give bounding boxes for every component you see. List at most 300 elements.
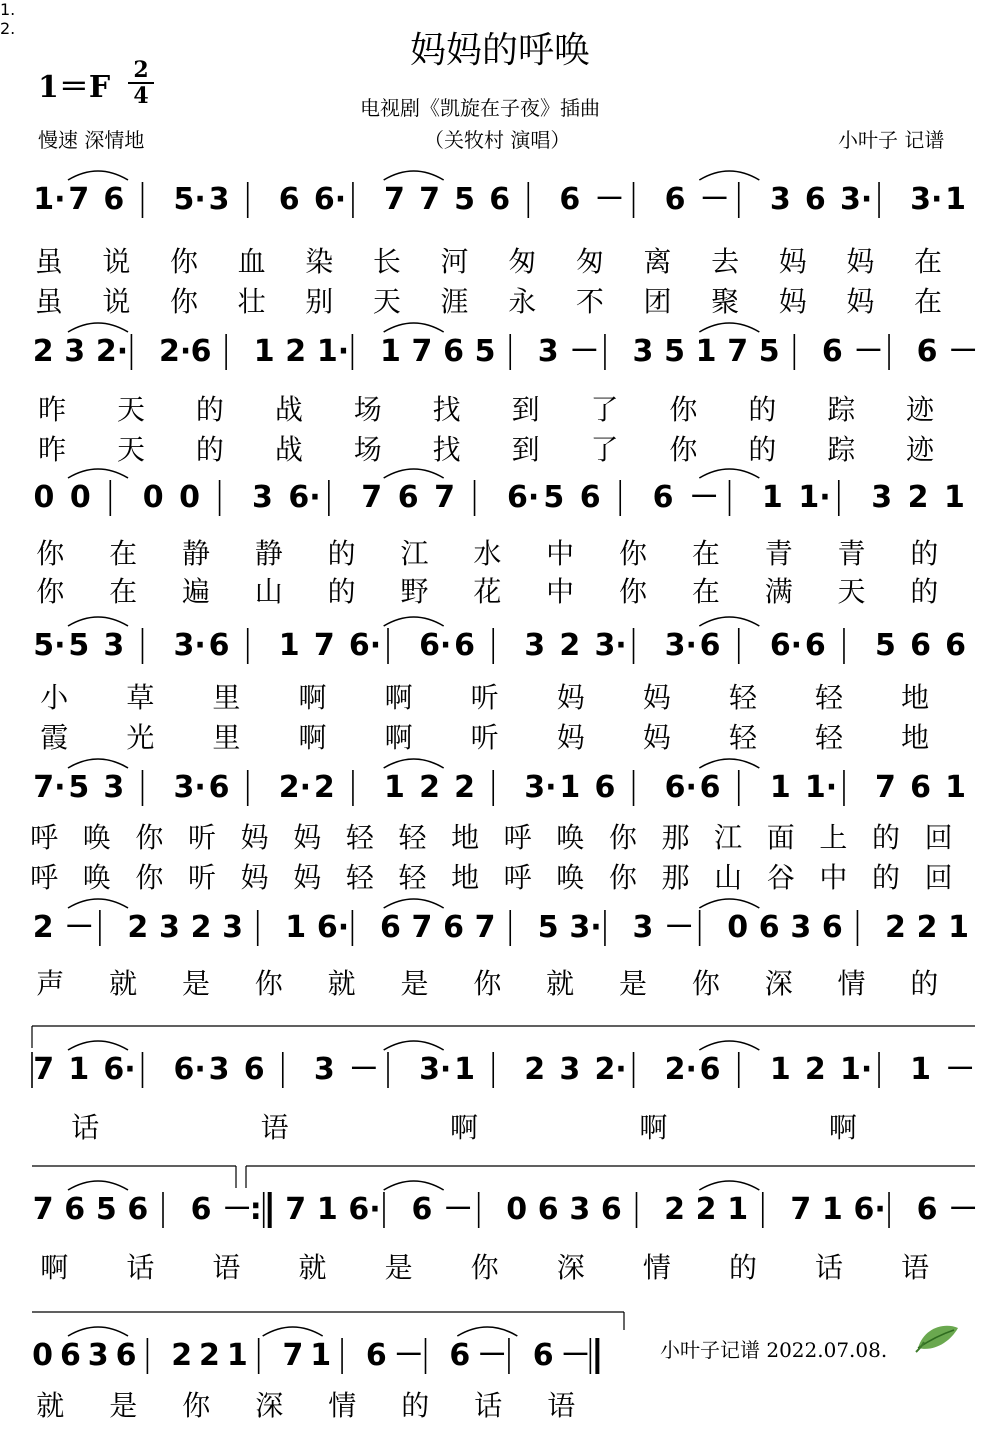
music-line (0, 1188, 1000, 1232)
note: 6 (910, 770, 931, 805)
lyric-char: 你 (36, 537, 65, 570)
note: 6 (652, 480, 674, 515)
note: 6· (348, 1192, 381, 1227)
lyric-char: 听 (188, 861, 217, 894)
lyric-char: 地 (451, 821, 480, 854)
note: 2 (524, 1052, 546, 1087)
lyric-char: 在 (109, 575, 138, 608)
lyric-char: 是 (384, 1251, 413, 1284)
note: 7 (419, 182, 440, 217)
key-signature: 1＝F (38, 70, 111, 105)
note: 6 (804, 182, 826, 217)
lyric-char: 就 (327, 967, 356, 1000)
lyric-char: 轻 (345, 821, 374, 854)
lyric-char: 的 (195, 393, 224, 426)
lyric-char: 血 (237, 245, 266, 278)
lyric-char: 找 (432, 393, 461, 426)
lyric-line (0, 720, 1000, 756)
lyric-char: 去 (711, 245, 740, 278)
music-line (0, 906, 1000, 950)
lyric-char: 场 (353, 433, 382, 466)
lyric-char: 的 (728, 1251, 757, 1284)
note: 6· (288, 480, 321, 515)
lyric-line (0, 432, 1000, 468)
note: 6 (127, 1192, 149, 1227)
note: 7 (384, 182, 405, 217)
lyric-char: 别 (305, 285, 334, 318)
lyric-char: 深 (255, 1389, 284, 1422)
note: 6 (243, 1052, 265, 1087)
note: 7 (282, 1338, 304, 1373)
lyric-char: 你 (169, 245, 198, 278)
lyric-char: 匆 (508, 245, 537, 278)
lyric-char: 情 (837, 967, 866, 1000)
note: 5 (68, 628, 90, 663)
note: 7 (32, 1192, 54, 1227)
lyric-char: 草 (126, 681, 155, 714)
note: 1 (769, 1052, 791, 1087)
lyric-char: 壮 (237, 285, 266, 318)
note: 6 (579, 480, 601, 515)
lyric-char: 妈 (846, 245, 875, 278)
lyric-char: 找 (432, 433, 461, 466)
volta-2-label: 2. (0, 19, 16, 38)
lyric-line (0, 1388, 1000, 1424)
lyric-char: 轻 (815, 681, 844, 714)
note: 6 (449, 1338, 471, 1373)
lyric-char: 离 (643, 245, 672, 278)
lyric-char: 地 (451, 861, 480, 894)
lyric-char: 啊 (298, 721, 327, 754)
note: 6 (103, 182, 125, 217)
note: 6 (208, 628, 230, 663)
lyric-line (0, 680, 1000, 716)
lyric-char: 你 (619, 575, 648, 608)
lyric-char: 水 (473, 537, 502, 570)
song-title: 妈妈的呼唤 (409, 30, 590, 71)
lyric-char: 深 (556, 1251, 585, 1284)
note: 3· (664, 628, 697, 663)
lyric-char: 你 (470, 1251, 499, 1284)
note: 6· (506, 480, 540, 515)
lyric-char: 声 (36, 967, 65, 1000)
lyric-char: 回 (924, 861, 953, 894)
music-line (0, 766, 1000, 810)
lyric-char: 妈 (642, 721, 671, 754)
note: 1 (226, 1338, 248, 1373)
lyric-char: 啊 (298, 681, 327, 714)
lyric-char: 染 (305, 245, 334, 278)
lyric-line (0, 1110, 1000, 1146)
note: 2· (278, 770, 312, 805)
note: 5 (758, 334, 780, 369)
subtitle: 电视剧《凯旋在子夜》插曲 (360, 96, 600, 120)
note: 2 (885, 910, 906, 945)
lyric-char: 虽 (34, 245, 63, 278)
note: 0 (69, 480, 91, 515)
volta-1-label: 1. (0, 0, 16, 19)
lyric-char: 昨 (38, 433, 67, 466)
note: 6 (537, 1192, 559, 1227)
lyric-char: 青 (837, 537, 866, 570)
lyric-char: 涯 (440, 285, 469, 318)
note: 3· (839, 182, 873, 217)
lyric-char: 呼 (503, 821, 532, 854)
lyric-char: 你 (669, 393, 698, 426)
note: 1 (379, 334, 401, 369)
note: 3· (173, 770, 206, 805)
note: 7 (68, 182, 90, 217)
note: 2 (313, 770, 335, 805)
lyric-char: 静 (254, 537, 283, 570)
note: 6· (664, 770, 697, 805)
lyric-char: 妈 (293, 821, 322, 854)
note: 1 (761, 480, 783, 515)
dash: － (64, 910, 95, 945)
note: 5· (33, 628, 66, 663)
lyric-char: 就 (546, 967, 575, 1000)
note: 1 (278, 628, 300, 663)
lyric-char: 妈 (846, 285, 875, 318)
note: 2 (559, 628, 581, 663)
lyric-char: 听 (470, 681, 499, 714)
note: 2 (171, 1338, 193, 1373)
note: 1· (839, 1052, 873, 1087)
note: 6 (443, 334, 464, 369)
note: 5· (173, 182, 206, 217)
dash: － (443, 1192, 474, 1227)
lyric-char: 回 (924, 821, 953, 854)
note: 7 (285, 1192, 307, 1227)
note: 1 (769, 770, 791, 805)
lyric-char: 语 (901, 1251, 930, 1284)
lyric-char: 在 (914, 245, 943, 278)
lyric-char: 轻 (345, 861, 374, 894)
time-signature-top: 2 (128, 58, 154, 84)
lyric-char: 了 (590, 433, 619, 466)
lyric-char: 妈 (240, 861, 269, 894)
lyric-char: 你 (182, 1389, 211, 1422)
lyric-char: 妈 (778, 285, 807, 318)
lyric-char: 的 (748, 433, 777, 466)
lyric-char: 山 (714, 861, 743, 894)
tempo-marking: 慢速 深情地 (38, 128, 145, 152)
lyric-char: 天 (372, 285, 401, 318)
note: 3 (64, 334, 86, 369)
note: 6 (600, 1192, 622, 1227)
note: 5 (95, 1192, 117, 1227)
lyric-char: 虽 (34, 285, 63, 318)
lyric-char: 妈 (778, 245, 807, 278)
note: 6 (821, 334, 843, 369)
lyric-char: 呼 (30, 861, 59, 894)
note: 6 (916, 1192, 938, 1227)
note: 2· (95, 334, 129, 369)
lyric-char: 光 (126, 721, 155, 754)
lyric-char: 永 (508, 285, 537, 318)
lyric-line (0, 244, 1000, 280)
note: 0 (179, 480, 201, 515)
lyric-line (0, 284, 1000, 320)
note: 2· (594, 1052, 627, 1087)
lyric-char: 的 (327, 537, 356, 570)
note: 3· (569, 910, 602, 945)
lyric-line (0, 392, 1000, 428)
note: 2 (32, 910, 54, 945)
lyric-char: 就 (36, 1389, 65, 1422)
lyric-char: 话 (126, 1251, 155, 1284)
music-line (0, 476, 1000, 520)
note: 0 (32, 1338, 54, 1373)
note: 2 (127, 910, 149, 945)
note: 1 (559, 770, 581, 805)
lyric-char: 了 (590, 393, 619, 426)
lyric-char: 在 (914, 285, 943, 318)
lyric-char: 到 (511, 433, 540, 466)
note: 6 (454, 628, 476, 663)
lyric-char: 青 (764, 537, 793, 570)
lyric-char: 轻 (728, 721, 757, 754)
lyric-char: 在 (109, 537, 138, 570)
lyric-char: 语 (260, 1111, 289, 1144)
lyric-char: 话 (71, 1111, 100, 1144)
lyric-char: 团 (643, 285, 672, 318)
note: 2 (916, 910, 938, 945)
lyric-char: 的 (195, 433, 224, 466)
lyric-char: 妈 (642, 681, 671, 714)
note: 1 (454, 1052, 476, 1087)
note: 3 (569, 1192, 591, 1227)
note: 3· (419, 1052, 452, 1087)
lyric-line (0, 860, 1000, 896)
music-line (0, 1048, 1000, 1092)
lyric-char: 唤 (82, 861, 111, 894)
lyric-char: 天 (116, 433, 145, 466)
lyric-char: 霞 (40, 721, 69, 754)
lyric-char: 的 (871, 861, 900, 894)
note: 6 (594, 770, 616, 805)
note: 6 (489, 182, 511, 217)
lyric-char: 唤 (556, 821, 585, 854)
lyric-char: 的 (401, 1389, 430, 1422)
lyric-char: 你 (169, 285, 198, 318)
lyric-char: 妈 (556, 681, 585, 714)
lyric-char: 语 (212, 1251, 241, 1284)
lyric-char: 说 (102, 285, 131, 318)
lyric-char: 唤 (82, 821, 111, 854)
lyric-line (0, 536, 1000, 572)
lyric-char: 地 (901, 721, 930, 754)
lyric-char: 上 (819, 821, 848, 854)
note: 0 (33, 480, 55, 515)
note: 1 (945, 182, 967, 217)
note: 1 (945, 770, 967, 805)
note: 2 (419, 770, 440, 805)
lyric-line (0, 1250, 1000, 1286)
note: 5 (664, 334, 685, 369)
note: 0 (142, 480, 164, 515)
lyric-char: 中 (546, 575, 575, 608)
note: 7 (313, 628, 335, 663)
lyric-char: 话 (474, 1389, 503, 1422)
note: 3· (173, 628, 206, 663)
note: 6 (115, 1338, 137, 1373)
lyric-char: 匆 (575, 245, 604, 278)
note: 3 (559, 1052, 581, 1087)
lyric-char: 呼 (30, 821, 59, 854)
note: 1 (948, 910, 970, 945)
lyric-char: 江 (714, 821, 743, 854)
note: 7 (361, 480, 383, 515)
lyric-char: 唤 (556, 861, 585, 894)
lyric-char: 轻 (398, 861, 427, 894)
lyric-char: 你 (473, 967, 502, 1000)
note: 7 (875, 770, 896, 805)
lyric-char: 踪 (827, 393, 856, 426)
lyric-char: 天 (116, 393, 145, 426)
lyric-char: 的 (748, 393, 777, 426)
lyric-char: 中 (819, 861, 848, 894)
note: 6 (365, 1338, 387, 1373)
lyric-char: 里 (212, 721, 241, 754)
note: 6 (945, 628, 967, 663)
lyric-char: 是 (109, 1389, 138, 1422)
lyric-char: 说 (102, 245, 131, 278)
note: 5 (454, 182, 476, 217)
note: 2 (32, 334, 54, 369)
lyric-char: 战 (274, 393, 303, 426)
lyric-char: 啊 (384, 721, 413, 754)
note: 6· (853, 1192, 886, 1227)
note: 0 (506, 1192, 528, 1227)
lyric-char: 啊 (40, 1251, 69, 1284)
note: 1· (316, 334, 350, 369)
lyric-line (0, 966, 1000, 1002)
note: 1 (310, 1338, 332, 1373)
dash: － (948, 334, 979, 369)
lyric-char: 不 (575, 285, 604, 318)
lyric-char: 就 (109, 967, 138, 1000)
leaf-icon (914, 1322, 960, 1354)
note: 1· (804, 770, 838, 805)
lyric-char: 小 (40, 681, 69, 714)
lyric-char: 轻 (728, 681, 757, 714)
note: 6 (190, 1192, 212, 1227)
lyric-char: 在 (691, 575, 720, 608)
lyric-char: 那 (661, 821, 690, 854)
lyric-char: 野 (400, 575, 429, 608)
lyric-char: 昨 (38, 393, 67, 426)
dash: － (853, 334, 884, 369)
lyric-char: 妈 (556, 721, 585, 754)
dash: － (477, 1338, 508, 1373)
dash: － (222, 1192, 253, 1227)
lyric-char: 你 (135, 861, 164, 894)
lyric-char: 静 (181, 537, 210, 570)
note: 3 (208, 1052, 230, 1087)
note: 7 (474, 910, 496, 945)
note: 7 (727, 334, 749, 369)
lyric-char: 花 (473, 575, 502, 608)
note: 6· (103, 1052, 136, 1087)
note: 3 (769, 182, 791, 217)
lyric-char: 听 (188, 821, 217, 854)
note: 5 (68, 770, 90, 805)
dash: － (594, 182, 625, 217)
lyric-char: 到 (511, 393, 540, 426)
lyric-char: 面 (766, 821, 795, 854)
dash: － (348, 1052, 379, 1087)
note: 3 (159, 910, 180, 945)
note: 3· (524, 770, 557, 805)
lyric-char: 满 (764, 575, 793, 608)
lyric-char: 是 (400, 967, 429, 1000)
lyric-char: 天 (837, 575, 866, 608)
note: 6 (699, 770, 721, 805)
lyric-char: 踪 (827, 433, 856, 466)
note: 5 (474, 334, 496, 369)
singer: （关牧村 演唱） (424, 128, 571, 152)
note: 6 (916, 334, 938, 369)
dash: － (699, 182, 730, 217)
lyric-char: 长 (372, 245, 401, 278)
note: 6 (190, 334, 212, 369)
lyric-char: 那 (661, 861, 690, 894)
note: 1· (798, 480, 831, 515)
note: 3 (313, 1052, 335, 1087)
note: 7· (33, 770, 66, 805)
note: 6 (758, 910, 780, 945)
note: 3 (632, 910, 654, 945)
lyric-char: 中 (546, 537, 575, 570)
note: 6 (821, 910, 843, 945)
note: 6 (411, 1192, 433, 1227)
note: 2· (159, 334, 192, 369)
note: 5 (875, 628, 896, 663)
lyric-char: 轻 (398, 821, 427, 854)
note: 3· (594, 628, 627, 663)
time-signature (128, 58, 154, 108)
lyric-char: 里 (212, 681, 241, 714)
note: 3 (222, 910, 243, 945)
lyric-char: 的 (327, 575, 356, 608)
lyric-char: 你 (135, 821, 164, 854)
note: 3 (87, 1338, 109, 1373)
note: 3 (103, 628, 125, 663)
music-line (0, 624, 1000, 668)
time-signature-bottom: 4 (133, 83, 149, 109)
note: 3 (537, 334, 559, 369)
note: 6· (313, 182, 347, 217)
note: 1 (944, 480, 965, 515)
lyric-char: 的 (910, 537, 939, 570)
lyric-char: 话 (815, 1251, 844, 1284)
note: 1 (285, 910, 307, 945)
note: 7 (411, 910, 433, 945)
note: 0 (727, 910, 749, 945)
note: 7 (434, 480, 455, 515)
lyric-char: 就 (298, 1251, 327, 1284)
lyric-char: 妈 (293, 861, 322, 894)
lyric-char: 啊 (639, 1111, 668, 1144)
note: 1 (821, 1192, 843, 1227)
dash: － (945, 1052, 976, 1087)
lyric-char: 迹 (906, 433, 935, 466)
note: 1 (68, 1052, 90, 1087)
note: 1· (33, 182, 66, 217)
note: 1 (695, 334, 717, 369)
lyric-char: 是 (619, 967, 648, 1000)
